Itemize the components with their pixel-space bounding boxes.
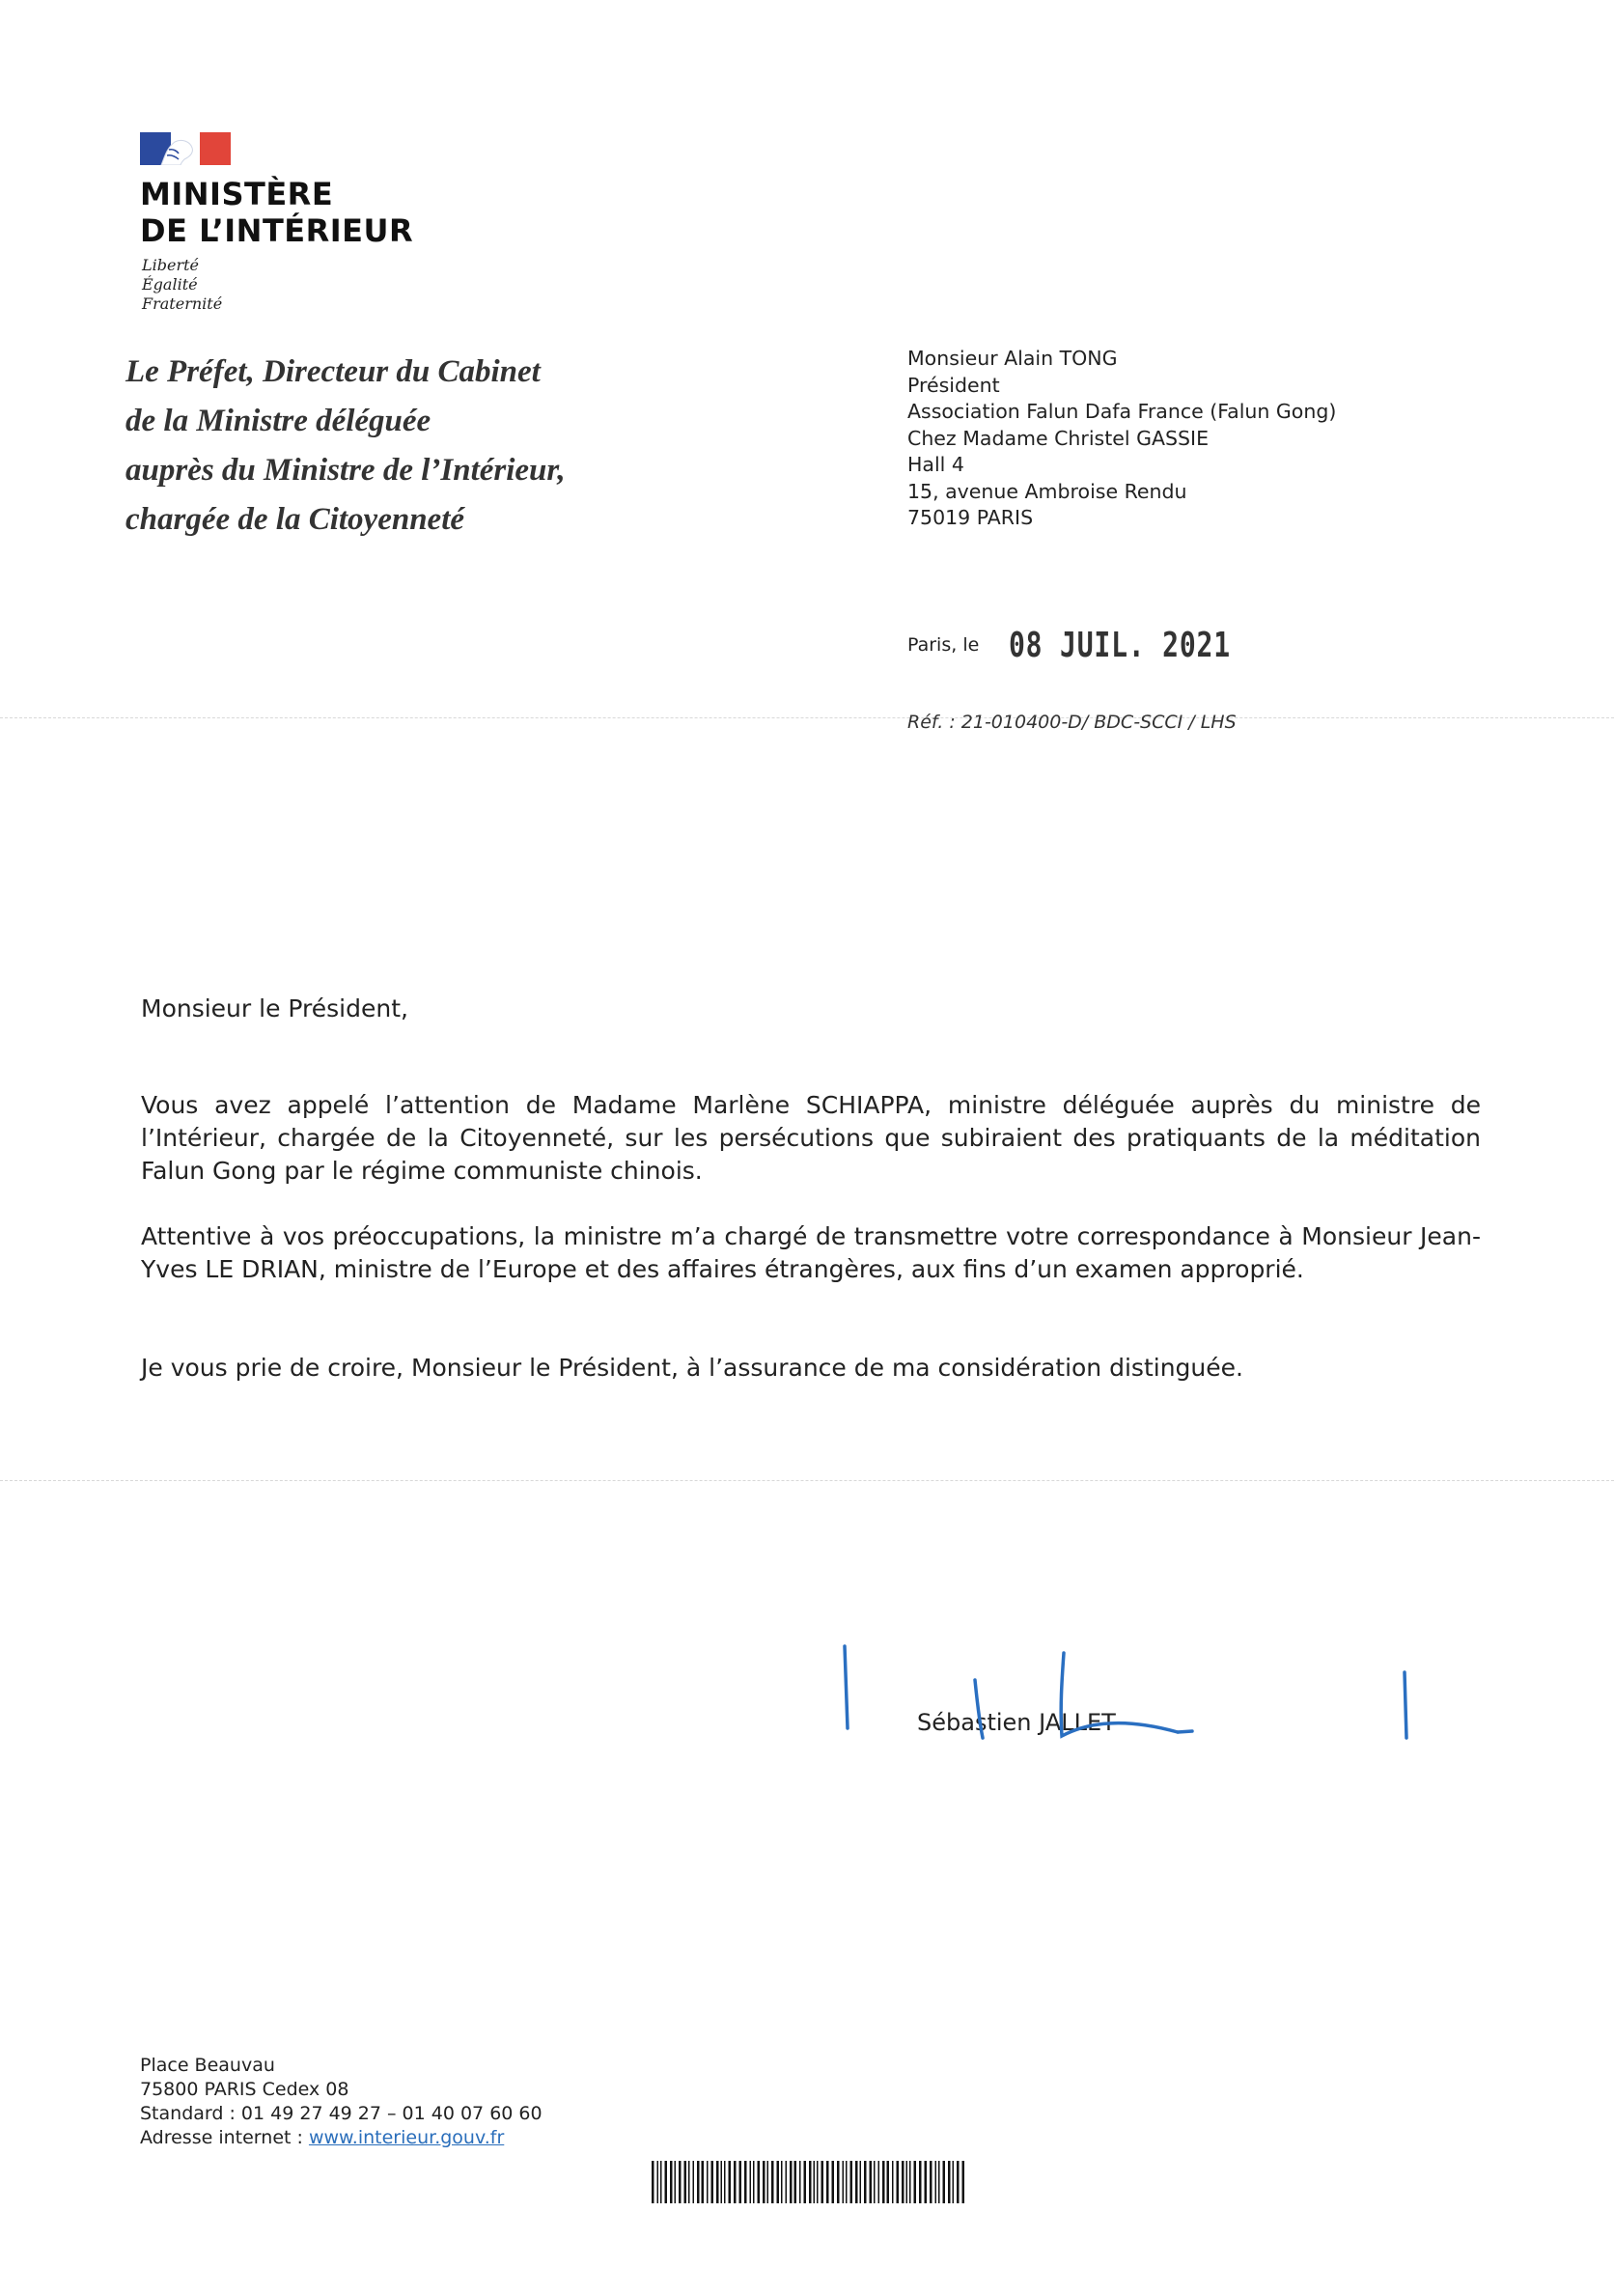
marianne-flag-logo bbox=[140, 132, 231, 165]
body-paragraph: Attentive à vos préoccupations, la ministre m’a chargé de transmettre votre correspondance à Monsieur Jean-Yves LE DRIAN, ministre de l’Europe et des affaires étrangères, aux fins d’un examen approprié. bbox=[141, 1222, 1481, 1283]
footer-line: 75800 PARIS Cedex 08 bbox=[140, 2079, 349, 2100]
body-paragraph: Vous avez appelé l’attention de Madame Marlène SCHIAPPA, ministre déléguée auprès du ministre de l’Intérieur, chargée de la Citoyenneté, sur les persécutions que subiraient des pratiquants de la méditation Falun Gong par le régime communiste chinois. bbox=[141, 1091, 1481, 1185]
sender-title-line: de la Ministre déléguée bbox=[125, 404, 431, 438]
recipient-line: Chez Madame Christel GASSIE bbox=[907, 426, 1210, 450]
recipient-line: 15, avenue Ambroise Rendu bbox=[907, 479, 1187, 503]
signature-strokes bbox=[845, 1646, 1406, 1738]
sender-title-line: auprès du Ministre de l’Intérieur, bbox=[125, 453, 566, 488]
barcode-icon bbox=[652, 2161, 970, 2203]
footer-line: Standard : 01 49 27 49 27 – 01 40 07 60 60 bbox=[140, 2103, 543, 2124]
motto-fraternite: Fraternité bbox=[142, 294, 223, 313]
ministry-name-line2: DE L’INTÉRIEUR bbox=[140, 212, 414, 249]
footer-web-line bbox=[140, 2126, 543, 2150]
republic-motto bbox=[142, 256, 222, 314]
place-prefix: Paris, le bbox=[907, 634, 980, 656]
fold-line bbox=[0, 717, 1614, 718]
footer-line: Place Beauvau bbox=[140, 2055, 275, 2076]
closing-paragraph: Je vous prie de croire, Monsieur le Président, à l’assurance de ma considération distinguée. bbox=[141, 1354, 1243, 1382]
recipient-line: Association Falun Dafa France (Falun Gong) bbox=[907, 400, 1337, 423]
sender-title-line: chargée de la Citoyenneté bbox=[125, 502, 465, 537]
sender-title-line: Le Préfet, Directeur du Cabinet bbox=[125, 354, 541, 389]
website-link[interactable]: www.interieur.gouv.fr bbox=[308, 2127, 505, 2148]
footer-web-label: Adresse internet : bbox=[140, 2127, 309, 2148]
date-stamp: 08 JUIL. 2021 bbox=[1009, 626, 1231, 665]
motto-egalite: Égalité bbox=[142, 275, 198, 294]
motto-liberte: Liberté bbox=[142, 256, 199, 274]
recipient-line: Président bbox=[907, 373, 1000, 397]
signatory-name: Sébastien JALLET bbox=[917, 1709, 1116, 1736]
ministry-name bbox=[140, 176, 413, 249]
recipient-address bbox=[907, 346, 1336, 532]
reference-number: Réf. : 21-010400-D/ BDC-SCCI / LHS bbox=[907, 712, 1237, 733]
salutation: Monsieur le Président, bbox=[141, 994, 408, 1022]
sender-title bbox=[125, 348, 566, 545]
recipient-line: 75019 PARIS bbox=[907, 506, 1034, 529]
fold-line bbox=[0, 1480, 1614, 1481]
recipient-line: Monsieur Alain TONG bbox=[907, 347, 1118, 370]
handwritten-signature bbox=[821, 1632, 1448, 1757]
footer-address bbox=[140, 2054, 543, 2150]
ministry-name-line1: MINISTÈRE bbox=[140, 176, 334, 212]
recipient-line: Hall 4 bbox=[907, 453, 964, 476]
